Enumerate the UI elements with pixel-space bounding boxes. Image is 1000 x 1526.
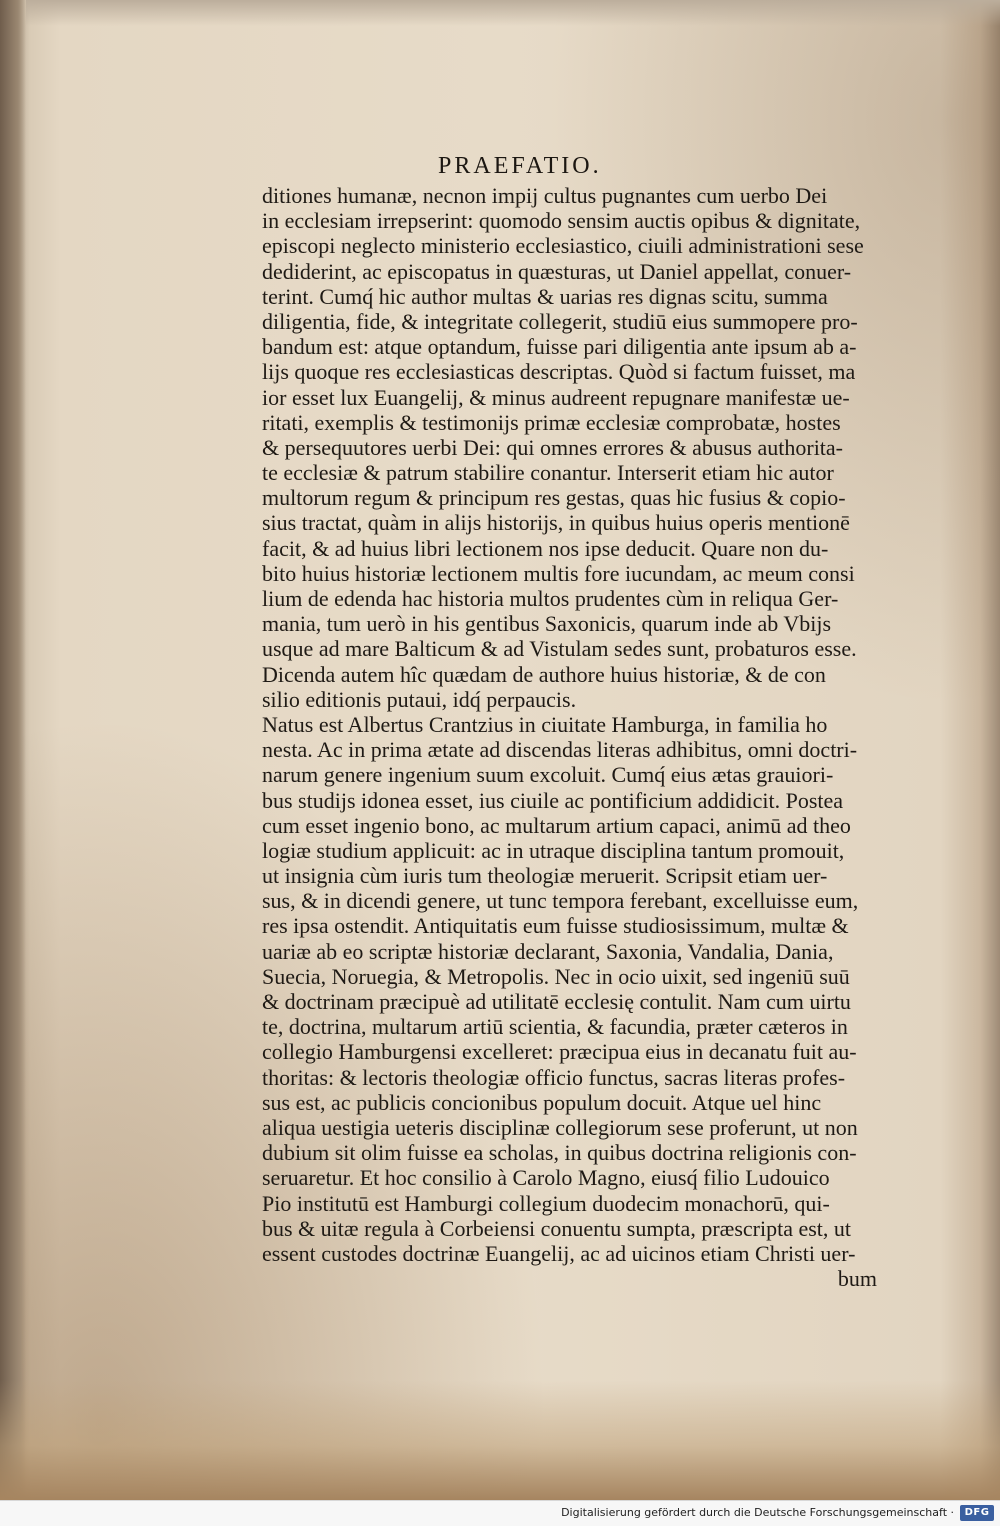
- text-line: silio editionis putaui, idq́ perpaucis.: [262, 686, 577, 712]
- text-line: ior esset lux Euangelij, & minus audreent repugnare manifestæ ue-: [262, 384, 850, 410]
- text-line: & doctrinam præcipuè ad utilitatē ecclesię contulit. Nam cum uirtu: [262, 989, 851, 1014]
- page-damaged-bottom: [0, 1380, 1000, 1500]
- text-line: mania, tum uerò in his gentibus Saxonicis, quarum inde ab Vbijs: [262, 611, 832, 637]
- page-binding-edge: [0, 0, 26, 1500]
- page-top-edge: [26, 0, 1000, 26]
- text-line: bandum est: atque optandum, fuisse pari diligentia ante ipsum ab a-: [262, 334, 857, 360]
- text-line: narum genere ingenium suum excoluit. Cumq́ eius ætas grauiori-: [262, 762, 834, 788]
- text-line: bito huius historiæ lectionem multis fore iucundam, ac meum consi: [262, 560, 855, 586]
- text-line: diligentia, fide, & integritate collegerit, studiū eius summopere pro-: [262, 308, 858, 334]
- text-line: sus est, ac publicis concionibus populum docuit. Atque uel hinc: [262, 1089, 822, 1115]
- text-line: in ecclesiam irrepserint: quomodo sensim auctis opibus & dignitate,: [262, 208, 861, 234]
- page-header: PRAEFATIO.: [438, 153, 602, 179]
- text-line: logiæ studium applicuit: ac in utraque disciplina tantum promouit,: [262, 837, 845, 863]
- text-line: sius tractat, quàm in alijs historijs, in quibus huius operis mentionē: [262, 510, 850, 536]
- text-line: multorum regum & principum res gestas, quas hic fusius & copio-: [262, 485, 846, 511]
- text-line: te ecclesiæ & patrum stabilire conantur. Interserit etiam hic autor: [262, 460, 834, 486]
- text-line: usque ad mare Balticum & ad Vistulam sedes sunt, probaturos esse.: [262, 636, 857, 662]
- text-line: thoritas: & lectoris theologiæ officio functus, sacras literas profes-: [262, 1064, 846, 1090]
- text-line: terint. Cumq́ hic author multas & uarias res dignas scitu, summa: [262, 283, 828, 309]
- text-line: seruaretur. Et hoc consilio à Carolo Magno, eiusq́ filio Ludouico: [262, 1165, 830, 1191]
- text-line: bus & uitæ regula à Corbeiensi conuentu sumpta, præscripta est, ut: [262, 1215, 852, 1241]
- text-line: ut insignia cùm iuris tum theologiæ meruerit. Scripsit etiam uer-: [262, 863, 828, 889]
- text-line: res ipsa ostendit. Antiquitatis eum fuisse studiosissimum, multæ &: [262, 913, 849, 939]
- text-line: & persequutores uerbi Dei: qui omnes errores & abusus authorita-: [262, 434, 844, 460]
- text-line: sus, & in dicendi genere, ut tunc tempora ferebant, excelluisse eum,: [262, 888, 859, 914]
- text-line: ritati, exemplis & testimonijs primæ ecclesiæ comprobatæ, hostes: [262, 409, 841, 435]
- text-line: lium de edenda hac historia multos prudentes cùm in reliqua Ger-: [262, 586, 839, 611]
- text-line: essent custodes doctrinæ Euangelij, ac ad uicinos etiam Christi uer-: [262, 1240, 856, 1266]
- text-line: bus studijs idonea esset, ius ciuile ac pontificium addidicit. Postea: [262, 787, 844, 813]
- viewer-footer: [0, 1500, 1000, 1526]
- funding-credit: Digitalisierung gefördert durch die Deutsche Forschungsgemeinschaft ·: [561, 1506, 954, 1519]
- text-line: cum esset ingenio bono, ac multarum artium capaci, animū ad theo: [262, 812, 851, 838]
- text-line: episcopi neglecto ministerio ecclesiastico, ciuili administrationi sese: [262, 233, 864, 259]
- dfg-logo-icon: DFG: [960, 1505, 994, 1521]
- text-line: dediderint, ac episcopatus in quæsturas, ut Daniel appellat, conuer-: [262, 258, 852, 284]
- text-line: ditiones humanæ, necnon impij cultus pugnantes cum uerbo Dei: [262, 183, 828, 208]
- text-line: nesta. Ac in prima ætate ad discendas literas adhibitus, omni doctri-: [262, 737, 858, 763]
- text-line: Pio institutū est Hamburgi collegium duodecim monachorū, qui-: [262, 1190, 830, 1216]
- text-line: facit, & ad huius libri lectionem nos ipse deducit. Quare non du-: [262, 535, 829, 561]
- text-line: Dicenda autem hîc quædam de authore huius historiæ, & de con: [262, 661, 826, 687]
- body-text: [262, 183, 877, 1291]
- text-line: aliqua uestigia ueteris disciplinæ collegiorum sese proferunt, ut non: [262, 1114, 858, 1140]
- text-line: Suecia, Noruegia, & Metropolis. Nec in ocio uixit, sed ingeniū suū: [262, 963, 850, 989]
- text-line: Natus est Albertus Crantzius in ciuitate Hamburga, in familia ho: [262, 711, 828, 737]
- text-line: lijs quoque res ecclesiasticas descriptas. Quòd si factum fuisset, ma: [262, 359, 856, 385]
- text-line: dubium sit olim fuisse ea scholas, in quibus doctrina religionis con-: [262, 1140, 857, 1166]
- text-line: collegio Hamburgensi excelleret: præcipua eius in decanatu fuit au-: [262, 1039, 857, 1065]
- text-line: te, doctrina, multarum artiū scientia, & facundia, præter cæteros in: [262, 1014, 848, 1040]
- catchword: bum: [837, 1266, 877, 1292]
- text-line: uariæ ab eo scriptæ historiæ declarant, Saxonia, Vandalia, Dania,: [262, 938, 834, 964]
